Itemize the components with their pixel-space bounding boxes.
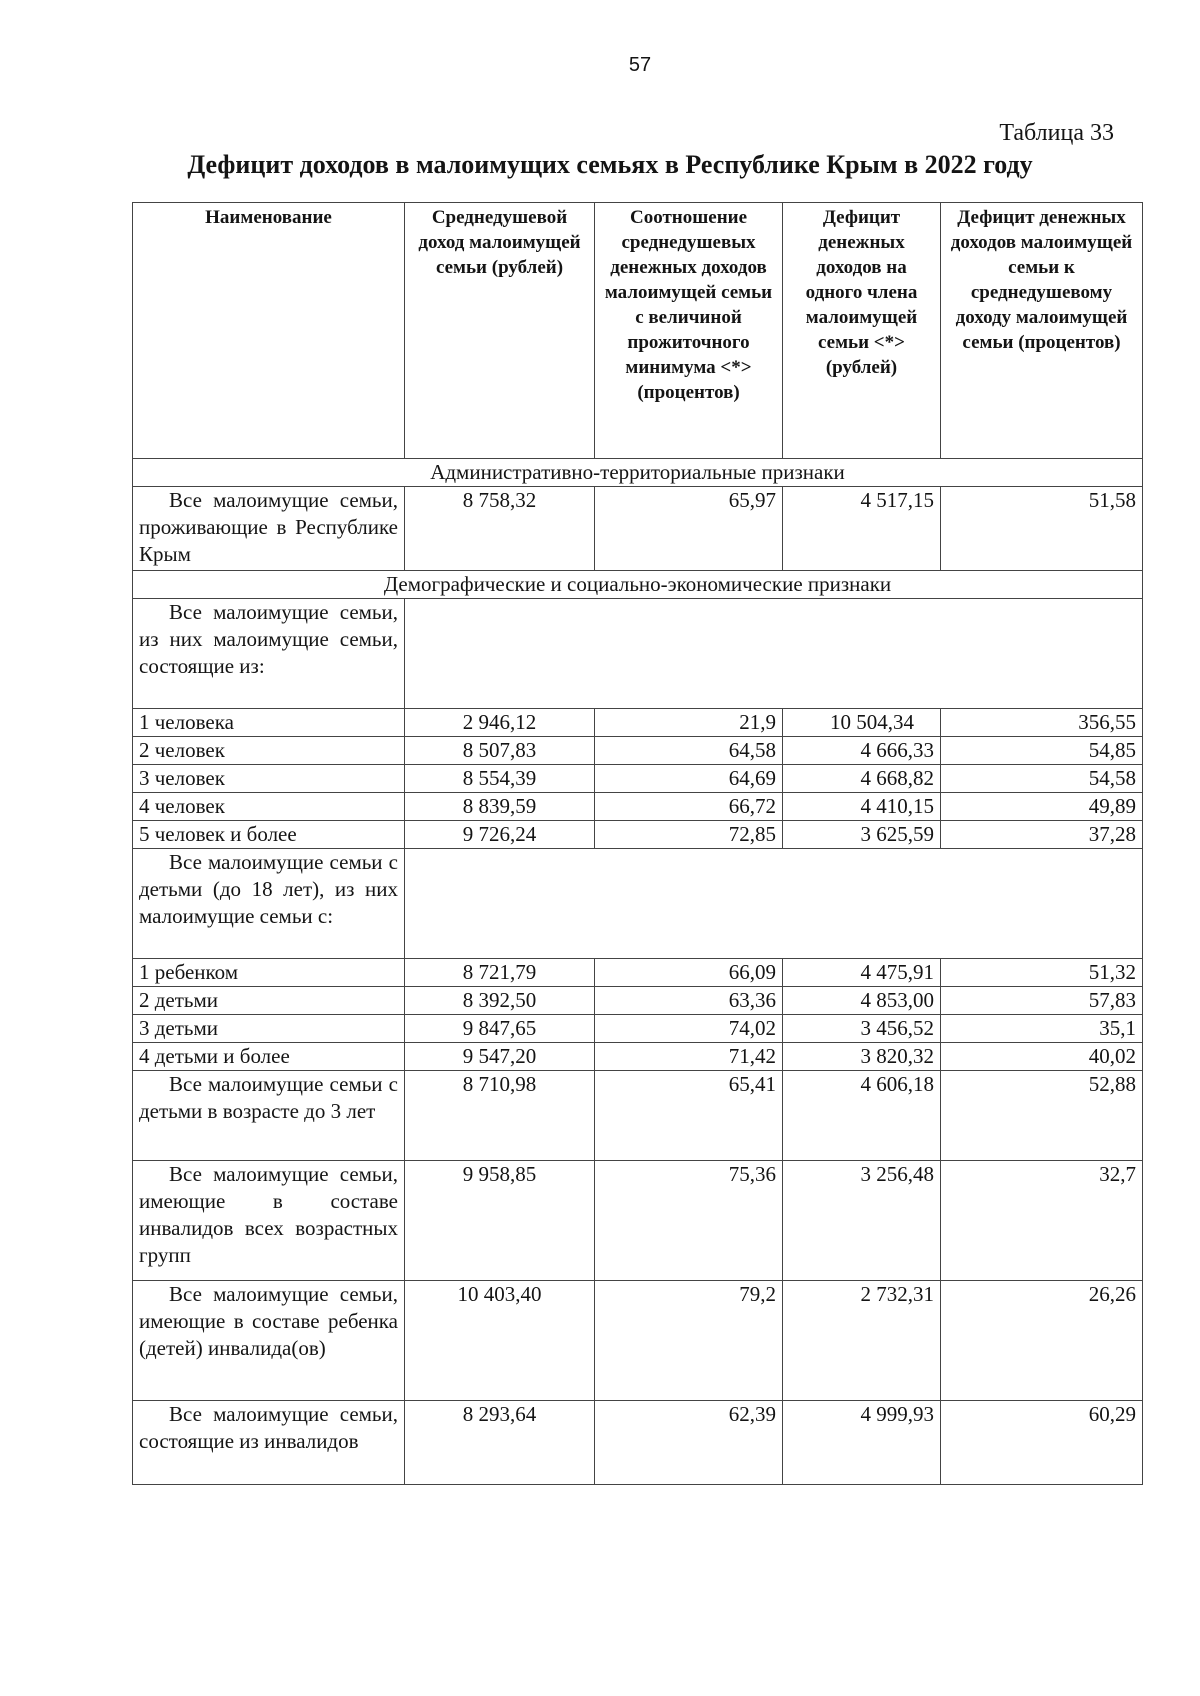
cell-avg-income: 8 507,83: [405, 737, 595, 765]
table-row: [133, 487, 1143, 571]
table-row: [133, 765, 1143, 793]
page-number: 57: [628, 54, 652, 76]
table-row: [133, 1161, 1143, 1281]
table-row: [133, 821, 1143, 849]
cell-ratio: 65,41: [595, 1071, 783, 1161]
cell-deficit-ratio: 57,83: [941, 987, 1143, 1015]
cell-ratio: 66,09: [595, 959, 783, 987]
cell-deficit: 4 410,15: [783, 793, 941, 821]
cell-deficit: 4 475,91: [783, 959, 941, 987]
cell-ratio: 64,58: [595, 737, 783, 765]
row-name: 3 детьми: [133, 1015, 405, 1043]
cell-deficit-ratio: 40,02: [941, 1043, 1143, 1071]
table-row: [133, 987, 1143, 1015]
cell-ratio: 62,39: [595, 1401, 783, 1485]
header-ratio: Соотношение среднедушевых денежных доходов малоимущей семьи с величиной прожиточного минимума <*> (процентов): [595, 203, 783, 459]
header-deficit-per-member: Дефицит денежных доходов на одного члена малоимущей семьи <*> (рублей): [783, 203, 941, 459]
table-row: [133, 1401, 1143, 1485]
income-deficit-table: [132, 202, 1143, 1485]
cell-ratio: 64,69: [595, 765, 783, 793]
cell-avg-income: 9 847,65: [405, 1015, 595, 1043]
cell-ratio: 72,85: [595, 821, 783, 849]
cell-ratio: 79,2: [595, 1281, 783, 1401]
table-row: [133, 959, 1143, 987]
header-deficit-ratio: Дефицит денежных доходов малоимущей семьи к среднедушевому доходу малоимущей семьи (процентов): [941, 203, 1143, 459]
section-demo: Демографические и социально-экономические признаки: [133, 571, 1143, 599]
cell-deficit: 2 732,31: [783, 1281, 941, 1401]
table-row: [133, 849, 1143, 959]
cell-ratio: 75,36: [595, 1161, 783, 1281]
cell-avg-income: 8 554,39: [405, 765, 595, 793]
cell-deficit-ratio: 49,89: [941, 793, 1143, 821]
cell-deficit-ratio: 54,85: [941, 737, 1143, 765]
cell-deficit-ratio: 51,58: [941, 487, 1143, 571]
row-name: 4 детьми и более: [133, 1043, 405, 1071]
cell-deficit-ratio: 54,58: [941, 765, 1143, 793]
cell-ratio: 74,02: [595, 1015, 783, 1043]
cell-avg-income: 10 403,40: [405, 1281, 595, 1401]
row-name: 2 детьми: [133, 987, 405, 1015]
cell-deficit-ratio: 60,29: [941, 1401, 1143, 1485]
cell-ratio: 66,72: [595, 793, 783, 821]
row-name: Все малоимущие семьи, имеющие в составе ребенка (детей) инвалида(ов): [133, 1281, 405, 1401]
empty-cell: [405, 599, 1143, 709]
table-row: [133, 599, 1143, 709]
table-label: Таблица 33: [999, 120, 1114, 146]
header-name: Наименование: [133, 203, 405, 459]
group-name: Все малоимущие семьи с детьми (до 18 лет), из них малоимущие семьи с:: [133, 849, 405, 959]
cell-deficit-ratio: 32,7: [941, 1161, 1143, 1281]
cell-deficit: 3 820,32: [783, 1043, 941, 1071]
cell-deficit: 4 668,82: [783, 765, 941, 793]
table-row: [133, 1071, 1143, 1161]
cell-deficit: 4 999,93: [783, 1401, 941, 1485]
section-admin: Административно-территориальные признаки: [133, 459, 1143, 487]
cell-deficit-ratio: 52,88: [941, 1071, 1143, 1161]
table-row: [133, 793, 1143, 821]
cell-avg-income: 2 946,12: [405, 709, 595, 737]
row-name: 1 ребенком: [133, 959, 405, 987]
cell-deficit: 3 456,52: [783, 1015, 941, 1043]
cell-deficit: 4 853,00: [783, 987, 941, 1015]
empty-cell: [405, 849, 1143, 959]
row-name: 3 человек: [133, 765, 405, 793]
row-name: Все малоимущие семьи, проживающие в Республике Крым: [133, 487, 405, 571]
cell-avg-income: 9 547,20: [405, 1043, 595, 1071]
cell-deficit-ratio: 37,28: [941, 821, 1143, 849]
cell-avg-income: 9 958,85: [405, 1161, 595, 1281]
cell-deficit: 4 517,15: [783, 487, 941, 571]
cell-ratio: 71,42: [595, 1043, 783, 1071]
cell-deficit: 4 666,33: [783, 737, 941, 765]
cell-avg-income: 8 392,50: [405, 987, 595, 1015]
row-name: Все малоимущие семьи с детьми в возрасте до 3 лет: [133, 1071, 405, 1161]
cell-deficit: 3 256,48: [783, 1161, 941, 1281]
cell-deficit-ratio: 26,26: [941, 1281, 1143, 1401]
cell-ratio: 63,36: [595, 987, 783, 1015]
cell-deficit: 3 625,59: [783, 821, 941, 849]
cell-deficit-ratio: 35,1: [941, 1015, 1143, 1043]
cell-avg-income: 8 839,59: [405, 793, 595, 821]
table-row: [133, 737, 1143, 765]
row-name: Все малоимущие семьи, состоящие из инвалидов: [133, 1401, 405, 1485]
group-name: Все малоимущие семьи, из них малоимущие семьи, состоящие из:: [133, 599, 405, 709]
row-name: Все малоимущие семьи, имеющие в составе инвалидов всех возрастных групп: [133, 1161, 405, 1281]
cell-avg-income: 8 710,98: [405, 1071, 595, 1161]
cell-avg-income: 8 758,32: [405, 487, 595, 571]
cell-ratio: 65,97: [595, 487, 783, 571]
table-row: [133, 1043, 1143, 1071]
section-row: [133, 459, 1143, 487]
table-title: Дефицит доходов в малоимущих семьях в Республике Крым в 2022 году: [187, 150, 1033, 179]
header-row: [133, 203, 1143, 459]
cell-deficit-ratio: 356,55: [941, 709, 1143, 737]
cell-avg-income: 8 293,64: [405, 1401, 595, 1485]
cell-avg-income: 9 726,24: [405, 821, 595, 849]
cell-deficit-ratio: 51,32: [941, 959, 1143, 987]
row-name: 2 человек: [133, 737, 405, 765]
table-row: [133, 1015, 1143, 1043]
header-avg-income: Среднедушевой доход малоимущей семьи (рублей): [405, 203, 595, 459]
row-name: 1 человека: [133, 709, 405, 737]
row-name: 5 человек и более: [133, 821, 405, 849]
cell-ratio: 21,9: [595, 709, 783, 737]
section-row: [133, 571, 1143, 599]
cell-deficit: 4 606,18: [783, 1071, 941, 1161]
table-row: [133, 709, 1143, 737]
table-row: [133, 1281, 1143, 1401]
cell-avg-income: 8 721,79: [405, 959, 595, 987]
cell-deficit: 10 504,34: [783, 709, 941, 737]
row-name: 4 человек: [133, 793, 405, 821]
